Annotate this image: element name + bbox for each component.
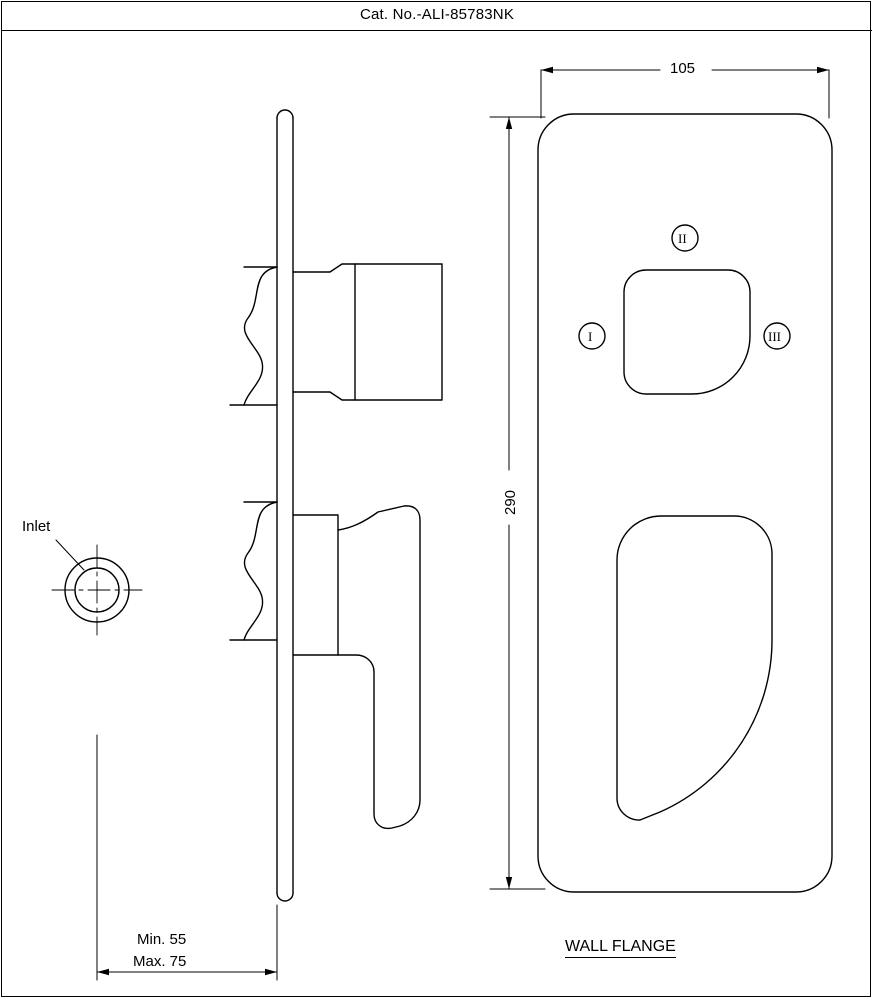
catalog-number-title: Cat. No.-ALI-85783NK (359, 6, 515, 23)
lower-break-line (244, 502, 277, 640)
upper-break-line (244, 267, 277, 405)
inlet-label: Inlet (22, 518, 51, 535)
upper-diverter-body (293, 264, 442, 400)
port-ii-label: II (678, 231, 687, 246)
dim-label-105: 105 (670, 60, 696, 77)
port-i-label: I (588, 329, 593, 344)
port-iii-label: III (768, 329, 781, 344)
wall-plate-top-cap (277, 110, 293, 118)
lower-handle-shape (617, 516, 772, 820)
arrow-depth-left (97, 969, 109, 975)
wall-plate-section (277, 118, 293, 893)
arrow-290-bottom (506, 877, 512, 889)
upper-handle-shape (624, 270, 750, 394)
inlet-leader-line (56, 540, 84, 570)
lower-lever-handle (338, 506, 420, 829)
min-depth-label: Min. 55 (137, 931, 187, 948)
arrow-105-right (817, 67, 829, 73)
lower-lever-base (293, 515, 338, 655)
max-depth-label: Max. 75 (133, 953, 187, 970)
arrow-105-left (541, 67, 553, 73)
arrow-290-top (506, 117, 512, 129)
dim-label-290: 290 (502, 489, 519, 515)
wall-plate-bottom-cap (277, 893, 293, 901)
wall-flange-label: WALL FLANGE (565, 938, 676, 958)
arrow-depth-right (265, 969, 277, 975)
